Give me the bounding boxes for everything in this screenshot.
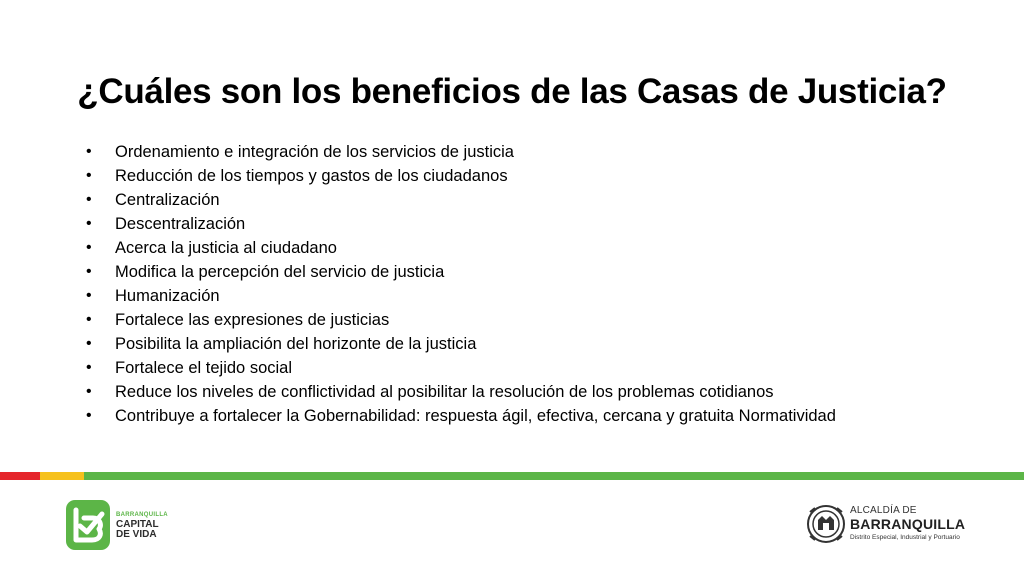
bullet-icon: • [86,383,92,400]
list-item [86,212,966,236]
footer-color-stripe [0,472,1024,480]
list-item-text: Descentralización [115,215,246,233]
bullet-icon: • [86,263,92,280]
list-item-text: Contribuye a fortalecer la Gobernabilidad: respuesta ágil, efectiva, cercana y gratuita Normatividad [115,407,836,425]
bullet-icon: • [86,143,92,160]
list-item-text: Fortalece las expresiones de justicias [115,311,390,329]
list-item [86,260,966,284]
list-item [86,188,966,212]
bullet-icon: • [86,335,92,352]
bullet-icon: • [86,311,92,328]
list-item-text: Reduce los niveles de conflictividad al posibilitar la resolución de los problemas cotidianos [115,383,774,401]
list-item-text: Reducción de los tiempos y gastos de los ciudadanos [115,167,508,185]
logo-text-line2: BARRANQUILLA [850,515,966,532]
barranquilla-capital-de-vida-logo [66,500,168,550]
list-item [86,140,966,164]
list-item-text: Modifica la percepción del servicio de justicia [115,263,445,281]
slide-title: ¿Cuáles son los beneficios de las Casas de Justicia? [77,72,947,111]
stripe-red [0,472,40,480]
logo-text-line3: DE VIDA [116,529,157,540]
logo-text-line1: BARRANQUILLA [116,512,168,518]
list-item [86,284,966,308]
bullet-icon: • [86,287,92,304]
list-item [86,356,966,380]
list-item-text: Fortalece el tejido social [115,359,293,377]
list-item [86,404,966,428]
stripe-yellow [40,472,84,480]
b-check-logo-icon [66,500,110,550]
list-item [86,164,966,188]
bullet-icon: • [86,407,92,424]
list-item-text: Posibilita la ampliación del horizonte de la justicia [115,335,477,353]
benefits-list [86,140,966,428]
list-item [86,236,966,260]
bullet-icon: • [86,167,92,184]
logo-text-line2: CAPITAL [116,519,159,530]
alcaldia-barranquilla-logo [806,502,965,546]
list-item-text: Acerca la justicia al ciudadano [115,239,337,257]
logo-text-line1: ALCALDÍA DE [850,504,917,516]
coat-of-arms-icon [806,502,846,546]
list-item-text: Humanización [115,287,220,305]
list-item [86,332,966,356]
bullet-icon: • [86,215,92,232]
stripe-green [84,472,1024,480]
bullet-icon: • [86,191,92,208]
list-item [86,308,966,332]
list-item-text: Centralización [115,191,220,209]
bullet-icon: • [86,239,92,256]
logo-text-line3: Distrito Especial, Industrial y Portuario [850,533,960,541]
list-item-text: Ordenamiento e integración de los servicios de justicia [115,143,514,161]
list-item [86,380,966,404]
bullet-icon: • [86,359,92,376]
